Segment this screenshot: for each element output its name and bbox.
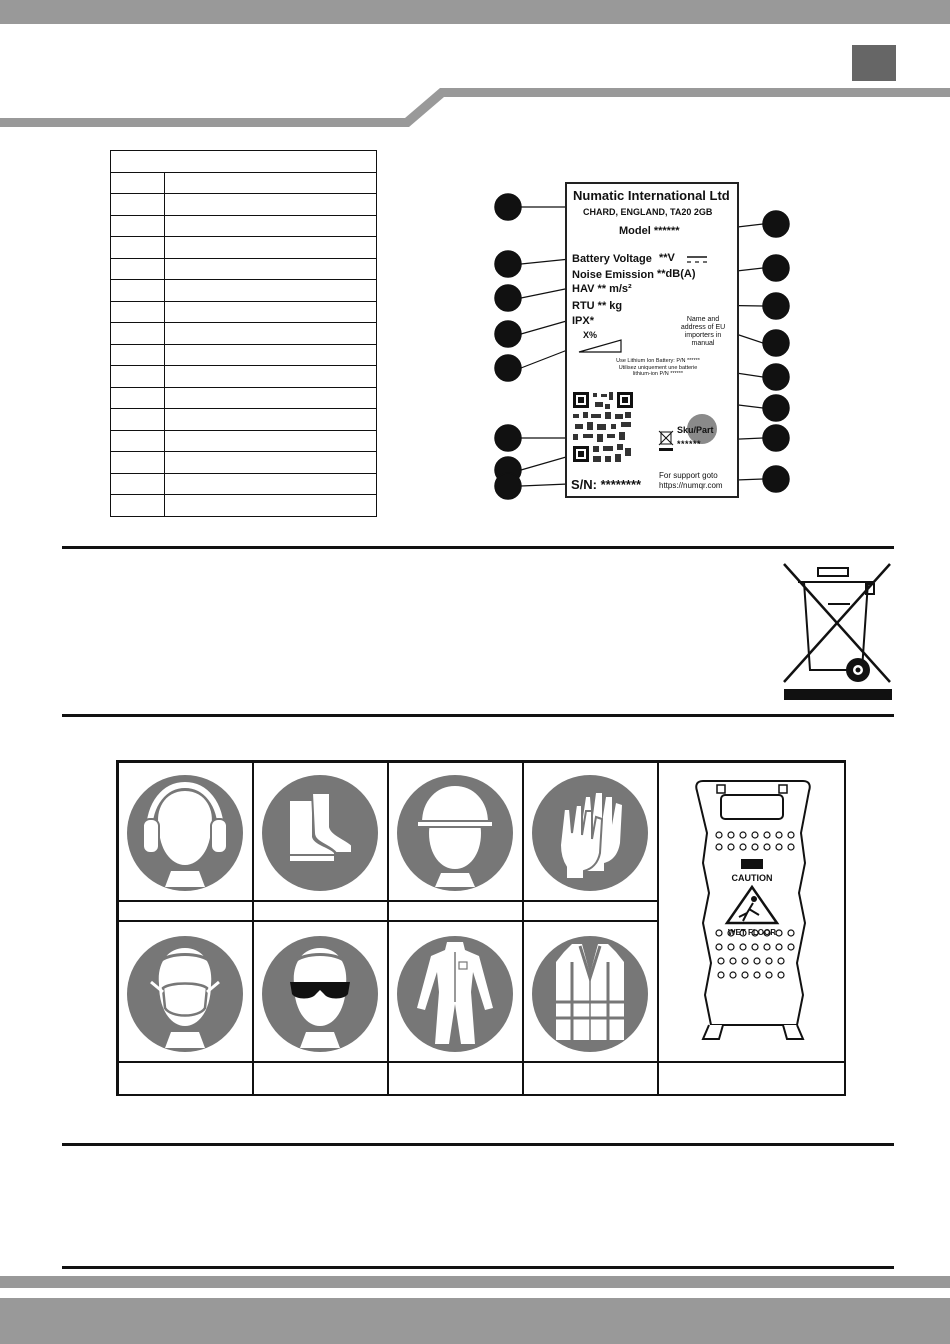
ppe-cell [523,762,658,901]
ppe-cell [388,762,523,901]
bottom-bar [0,1276,950,1288]
table-row [111,495,377,517]
table-row [111,301,377,323]
callout-marker [763,211,789,237]
ppe-cell [118,762,253,901]
callout-marker [495,251,521,277]
qr-code-icon [571,390,635,466]
section-divider [62,546,894,549]
ppe-caption-cell [118,1062,253,1096]
incline-icon [577,338,623,354]
ppe-caption-cell [253,901,388,921]
dc-symbol-icon [685,254,709,266]
weee-crossed-bin-icon [780,558,894,704]
hard-hat-icon [389,763,522,900]
ppe-cell [118,921,253,1062]
table-row [111,215,377,237]
ipx-text: IPX* [572,315,595,327]
table-header-row [111,151,377,173]
model-text: Model ****** [619,225,680,237]
company-name: Numatic International Ltd [573,188,730,203]
eu-importers-note: Name and address of EU importers in manual [680,316,726,347]
company-address: CHARD, ENGLAND, TA20 2GB [583,207,713,217]
section-marker [852,45,896,81]
table-row [111,323,377,345]
section-divider [62,1143,894,1146]
ppe-caption-cell [253,1062,388,1096]
table-row [111,258,377,280]
ppe-grid [116,760,846,1096]
table-row [111,387,377,409]
callout-marker [495,473,521,499]
ppe-caption-cell [388,1062,523,1096]
ppe-cell [253,762,388,901]
table-row [111,172,377,194]
ppe-caption-cell [388,901,523,921]
battery-voltage-value: **V [659,252,675,264]
callout-marker [495,425,521,451]
ppe-caption-cell [118,901,253,921]
label-key-table [110,150,377,517]
table-row [111,409,377,431]
noise-emission-value: **dB(A) [657,268,696,280]
ppe-caption-cell [658,1062,846,1096]
callout-marker [763,425,789,451]
wet-floor-text: WET FLOOR [728,928,776,937]
serial-number: S/N: ******** [571,477,642,492]
table-row [111,430,377,452]
callout-marker [763,466,789,492]
callout-marker [495,194,521,220]
incline-text: X% [583,330,598,340]
battery-voltage-label: Battery Voltage [572,253,652,265]
safety-goggles-icon [254,922,387,1061]
ppe-cell [253,921,388,1062]
sku-part-value: ****** [677,439,702,449]
hav-text: HAV ** m/s² [572,283,632,295]
noise-emission-label: Noise Emission [572,269,654,281]
footer-bar [0,1298,950,1344]
ppe-caption-cell [523,1062,658,1096]
caution-text: CAUTION [731,873,773,883]
callout-marker [763,395,789,421]
rating-plate [565,182,739,498]
table-row [111,344,377,366]
support-info: For support goto https://numqr.com [659,471,723,490]
ppe-cell [658,762,846,1062]
safety-boots-icon [254,763,387,900]
table-row [111,366,377,388]
protective-overalls-icon [389,922,522,1061]
weee-bin-small-icon [657,428,675,452]
ear-protection-icon [119,763,252,900]
callout-marker [495,355,521,381]
safety-gloves-icon [524,763,657,900]
section-divider [62,1266,894,1269]
ppe-caption-cell [523,901,658,921]
callout-marker [495,321,521,347]
callout-marker [763,330,789,356]
table-row [111,452,377,474]
table-row [111,194,377,216]
rtu-text: RTU ** kg [572,300,623,312]
header-divider [0,0,950,130]
battery-notice: Use Lithium Ion Battery: P/N ****** Utilisez uniquement une batterie lithium-ion P/N ****** [616,358,700,377]
ppe-cell [523,921,658,1062]
ppe-cell [388,921,523,1062]
callout-marker [495,285,521,311]
sku-part-label: Sku/Part [677,425,714,435]
callout-marker [763,255,789,281]
table-row [111,280,377,302]
section-divider [62,714,894,717]
callout-marker [763,364,789,390]
dust-mask-icon [119,922,252,1061]
wet-floor-sign-icon [659,763,845,1061]
callout-marker [763,293,789,319]
table-row [111,237,377,259]
hi-vis-vest-icon [524,922,657,1061]
table-row [111,473,377,495]
